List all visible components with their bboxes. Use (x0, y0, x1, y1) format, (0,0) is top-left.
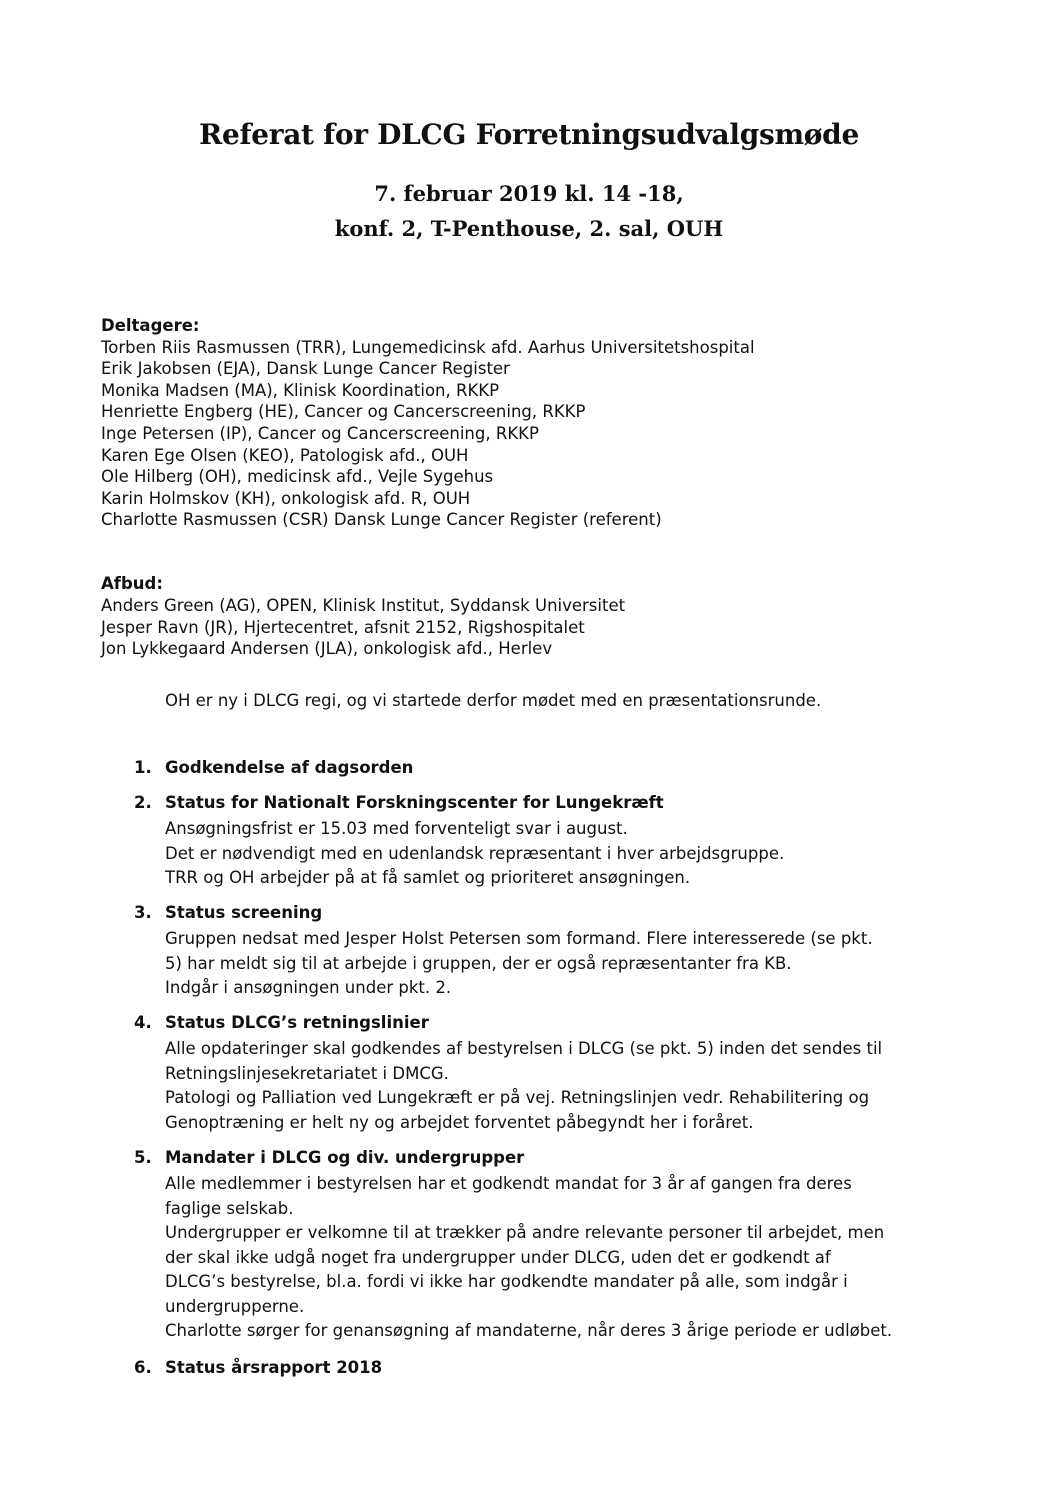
agenda-body-line: DLCG’s bestyrelse, bl.a. fordi vi ikke har godkendte mandater på alle, som indgår i (165, 1272, 848, 1291)
agenda-title: Status DLCG’s retningslinier (165, 1013, 429, 1032)
meeting-location: konf. 2, T-Penthouse, 2. sal, OUH (334, 216, 724, 241)
agenda-body-line: Genoptræning er helt ny og arbejdet forventet påbegyndt her i foråret. (165, 1112, 754, 1132)
agenda-body-line: undergrupperne. (165, 1296, 305, 1316)
agenda-body-line: Alle medlemmer i bestyrelsen har et godkendt mandat for 3 år af gangen fra deres (165, 1174, 852, 1193)
agenda-body-line: Ansøgningsfrist er 15.03 med forventeligt svar i august. (165, 819, 628, 838)
agenda-body-line: TRR og OH arbejder på at få samlet og prioriteret ansøgningen. (165, 868, 691, 887)
participants-heading: Deltagere: (101, 316, 200, 335)
agenda-body-line: Retningslinjesekretariatet i DMCG. (165, 1063, 449, 1083)
agenda-body (165, 817, 784, 891)
agenda-body-line: Undergrupper er velkomne til at trækker på andre relevante personer til arbejdet, men (165, 1223, 885, 1242)
agenda-number: 6. (134, 1358, 152, 1377)
absent-heading: Afbud: (101, 574, 163, 593)
document-title: Referat for DLCG Forretningsudvalgsmøde (199, 118, 859, 151)
agenda-number: 5. (134, 1148, 152, 1167)
participant-item: Erik Jakobsen (EJA), Dansk Lunge Cancer Register (101, 359, 510, 378)
agenda-body-line: der skal ikke udgå noget fra undergrupper under DLCG, uden det er godkendt af (165, 1247, 831, 1267)
meeting-date: 7. februar 2019 kl. 14 -18, (374, 181, 684, 206)
agenda-body-line: Alle opdateringer skal godkendes af bestyrelsen i DLCG (se pkt. 5) inden det sendes til (165, 1039, 883, 1058)
agenda-body (165, 927, 873, 1001)
participant-item: Karin Holmskov (KH), onkologisk afd. R, OUH (101, 489, 471, 508)
participant-item: Ole Hilberg (OH), medicinsk afd., Vejle Sygehus (101, 467, 494, 486)
participant-item: Torben Riis Rasmussen (TRR), Lungemedicinsk afd. Aarhus Universitetshospital (101, 338, 755, 357)
agenda-body-line: Patologi og Palliation ved Lungekræft er på vej. Retningslinjen vedr. Rehabilitering og (165, 1088, 870, 1107)
absent-item: Jon Lykkegaard Andersen (JLA), onkologisk afd., Herlev (101, 639, 553, 658)
agenda-body-line: 5) har meldt sig til at arbejde i gruppen, der er også repræsentanter fra KB. (165, 953, 792, 973)
participant-item: Karen Ege Olsen (KEO), Patologisk afd., OUH (101, 446, 469, 465)
absent-item: Jesper Ravn (JR), Hjertecentret, afsnit 2152, Rigshospitalet (101, 618, 585, 637)
agenda-body (165, 1172, 892, 1344)
agenda-body-line: Gruppen nedsat med Jesper Holst Petersen som formand. Flere interesserede (se pkt. (165, 929, 873, 948)
agenda-body-line: faglige selskab. (165, 1198, 294, 1218)
agenda-body-line: Det er nødvendigt med en udenlandsk repræsentant i hver arbejdsgruppe. (165, 843, 785, 863)
agenda-body-line: Indgår i ansøgningen under pkt. 2. (165, 978, 452, 997)
participant-item: Inge Petersen (IP), Cancer og Cancerscreening, RKKP (101, 424, 539, 443)
intro-paragraph: OH er ny i DLCG regi, og vi startede derfor mødet med en præsentationsrunde. (165, 691, 822, 710)
agenda-title: Status for Nationalt Forskningscenter for Lungekræft (165, 793, 664, 812)
absent-item: Anders Green (AG), OPEN, Klinisk Institut, Syddansk Universitet (101, 596, 626, 615)
agenda-body-line: Charlotte sørger for genansøgning af mandaterne, når deres 3 årige periode er udløbet. (165, 1321, 893, 1340)
agenda-title: Status årsrapport 2018 (165, 1358, 383, 1377)
agenda-title: Status screening (165, 903, 323, 922)
participant-item: Henriette Engberg (HE), Cancer og Cancerscreening, RKKP (101, 402, 586, 421)
agenda-number: 2. (134, 793, 152, 812)
participant-item: Charlotte Rasmussen (CSR) Dansk Lunge Cancer Register (referent) (101, 510, 662, 529)
agenda-number: 1. (134, 758, 152, 777)
agenda-number: 4. (134, 1013, 152, 1032)
agenda-title: Mandater i DLCG og div. undergrupper (165, 1148, 525, 1167)
agenda-number: 3. (134, 903, 152, 922)
agenda-body (165, 1037, 882, 1135)
agenda-title: Godkendelse af dagsorden (165, 758, 414, 777)
participant-item: Monika Madsen (MA), Klinisk Koordination, RKKP (101, 381, 500, 400)
